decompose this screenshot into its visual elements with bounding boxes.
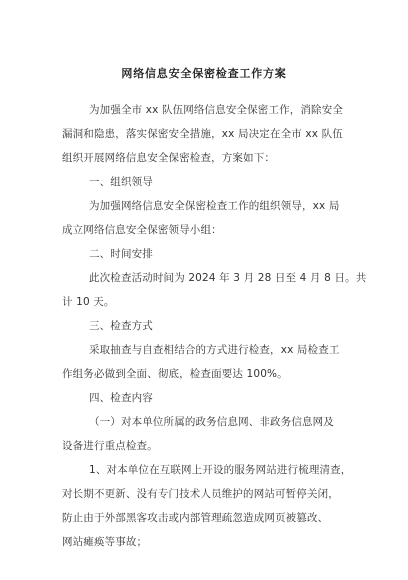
paragraph-line: 为加强全市 xx 队伍网络信息安全保密工作，消除安全 [89,104,344,116]
paragraph-line: 对长期不更新、没有专门技术人员维护的网站可暂停关闭， [62,488,339,500]
document-title: 网络信息安全保密检查工作方案 [121,67,287,80]
paragraph-line: 漏洞和隐患，落实保密安全措施，xx 局决定在全市 xx 队伍 [62,128,343,140]
paragraph-line: 此次检查活动时间为 2024 年 3 月 28 日至 4 月 8 日。共 [89,272,367,284]
section-heading-1: 一、组织领导 [89,176,153,188]
section-heading-2: 二、时间安排 [89,248,153,260]
paragraph-line: 采取抽查与自查相结合的方式进行检查，xx 局检查工 [89,344,340,356]
paragraph-line: 为加强网络信息安全保密检查工作的组织领导，xx 局 [89,200,340,212]
paragraph-line: 计 10 天。 [62,296,115,308]
paragraph-line: 网站瘫痪等事故； [62,536,148,548]
paragraph-line: 组织开展网络信息安全保密检查，方案如下： [62,152,275,164]
paragraph-line: 1、对本单位在互联网上开设的服务网站进行梳理清查， [89,464,352,476]
section-heading-4: 四、检查内容 [89,392,153,404]
paragraph-line: 设备进行重点检查。 [62,440,158,452]
paragraph-line: 防止由于外部黑客攻击或内部管理疏忽造成网页被篡改、 [62,512,329,524]
section-heading-3: 三、检查方式 [89,320,153,332]
paragraph-line: 成立网络信息安全保密领导小组： [62,224,222,236]
paragraph-line: （一）对本单位所属的政务信息网、非政务信息网及 [89,416,334,428]
paragraph-line: 作组务必做到全面、彻底，检查面要达 100%。 [62,368,288,380]
